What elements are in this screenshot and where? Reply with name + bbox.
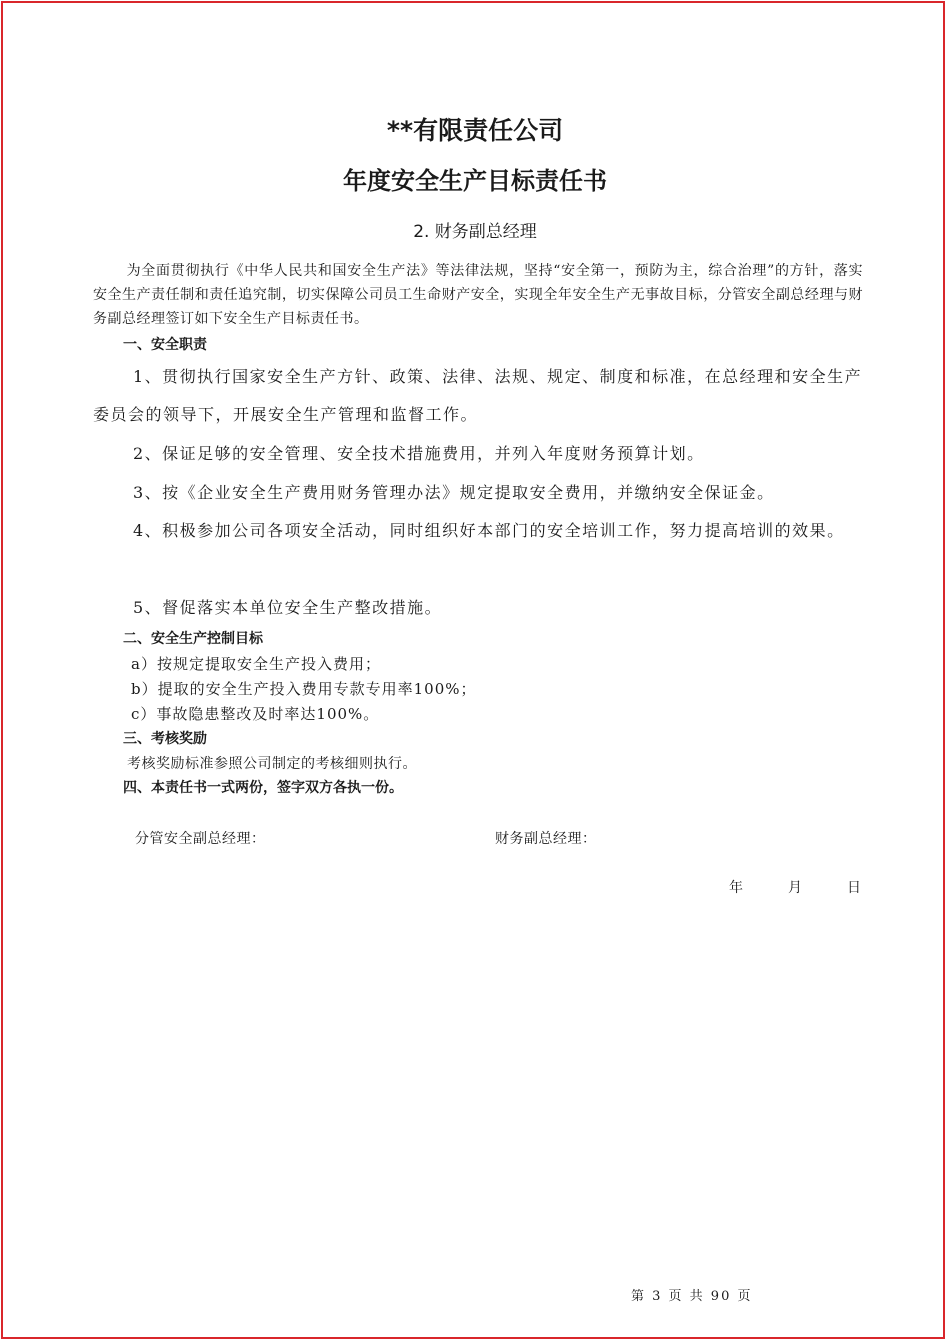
target-item-c: c）事故隐患整改及时率达100%。 [131, 705, 380, 723]
duty-item-2-text: 2、保证足够的安全管理、安全技术措施费用，并列入年度财务预算计划。 [133, 444, 705, 463]
intro-text: 为全面贯彻执行《中华人民共和国安全生产法》等法律法规，坚持“安全第一，预防为主，综合治理”的方针，落实安全生产责任制和责任追究制，切实保障公司员工生命财产安全，实现全年安全生产无事故目标，分管安全副总经理与财务副总经理签订如下安全生产目标责任书。 [93, 263, 863, 327]
target-item-b: b）提取的安全生产投入费用专款专用率100%； [131, 680, 477, 698]
section1-heading: 一、安全职责 [123, 337, 207, 353]
duty-item-3-text: 3、按《企业安全生产费用财务管理办法》规定提取安全费用，并缴纳安全保证金。 [133, 483, 775, 502]
duty-item-3 [93, 474, 863, 512]
target-item-a: a）按规定提取安全生产投入费用； [131, 655, 381, 673]
signature-left-label: 分管安全副总经理： [135, 831, 266, 847]
duty-item-4-text: 4、积极参加公司各项安全活动，同时组织好本部门的安全培训工作，努力提高培训的效果。 [133, 521, 845, 540]
section3-heading: 三、考核奖励 [123, 731, 207, 747]
duty-item-2 [93, 435, 863, 473]
duty-item-1-text: 1、贯彻执行国家安全生产方针、政策、法律、法规、规定、制度和标准，在总经理和安全生产委员会的领导下，开展安全生产管理和监督工作。 [93, 367, 863, 424]
intro-paragraph [93, 259, 863, 331]
page-number-footer: 第 3 页 共 90 页 [631, 1289, 753, 1304]
date-year: 年 [729, 880, 744, 896]
section2-heading: 二、安全生产控制目标 [123, 631, 263, 647]
section4-heading: 四、本责任书一式两份，签字双方各执一份。 [123, 780, 403, 796]
duty-item-1 [93, 358, 863, 434]
date-day: 日 [847, 880, 862, 896]
signature-right-label: 财务副总经理： [495, 831, 597, 847]
duty-item-4 [93, 512, 863, 550]
company-title: **有限责任公司 [386, 116, 564, 145]
duty-item-5 [93, 589, 863, 627]
date-month: 月 [788, 880, 803, 896]
document-subtitle: 2. 财务副总经理 [413, 222, 537, 242]
section3-text: 考核奖励标准参照公司制定的考核细则执行。 [127, 756, 417, 772]
document-title: 年度安全生产目标责任书 [343, 167, 607, 195]
document-page [1, 1, 945, 1339]
duty-item-5-text: 5、督促落实本单位安全生产整改措施。 [133, 598, 443, 617]
